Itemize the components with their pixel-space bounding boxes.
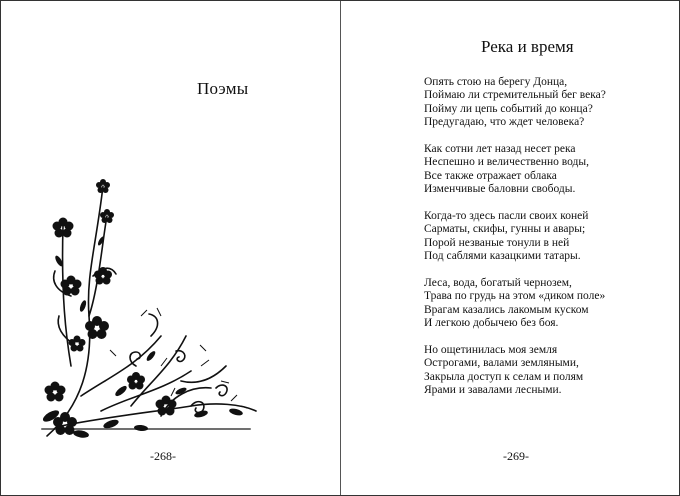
right-page [341,1,679,495]
poem-line: Острогами, валами земляными, [424,357,579,370]
poem-line: Предугадаю, что ждет человека? [424,116,585,129]
poem-line: Все также отражает облака [424,169,557,182]
page-number-left: -268- [150,449,176,463]
poem-line: Ярами и завалами лесными. [424,384,562,397]
stanza [424,76,606,130]
poem-line: Но ощетинилась моя земля [424,344,558,357]
poem-line: Леса, вода, богатый чернозем, [424,277,572,290]
poem-line: Когда-то здесь пасли своих коней [424,210,589,223]
poem-line: И легкою добычею без боя. [424,317,559,330]
stanza [424,344,606,398]
page-number-right: -269- [503,449,529,463]
poem-title: Река и время [481,37,574,56]
poem-line: Изменчивые баловни свободы. [424,183,576,196]
poem-line: Закрыла доступ к селам и полям [424,370,584,383]
poem-line: Поймаю ли стремительный бег века? [424,89,606,102]
poem-line: Пойму ли цепь событий до конца? [424,102,593,115]
section-title: Поэмы [197,79,249,98]
floral-branch-icon [41,166,263,441]
poem-line: Под саблями казацкими татары. [424,250,581,263]
stanza [424,210,606,264]
poem-line: Неспешно и величественно воды, [424,156,590,169]
poem-line: Трава по грудь на этом «диком поле» [424,290,606,303]
poem-line: Опять стою на берегу Донца, [424,76,568,88]
poem-line: Как сотни лет назад несет река [424,143,576,156]
poem-line: Порой незваные тонули в ней [424,236,570,249]
left-page [1,1,341,495]
poem-line: Сарматы, скифы, гунны и авары; [424,223,586,236]
stanza [424,277,606,331]
poem-line: Врагам казались лакомым куском [424,303,589,316]
stanza [424,143,606,197]
poem-text [424,76,606,411]
